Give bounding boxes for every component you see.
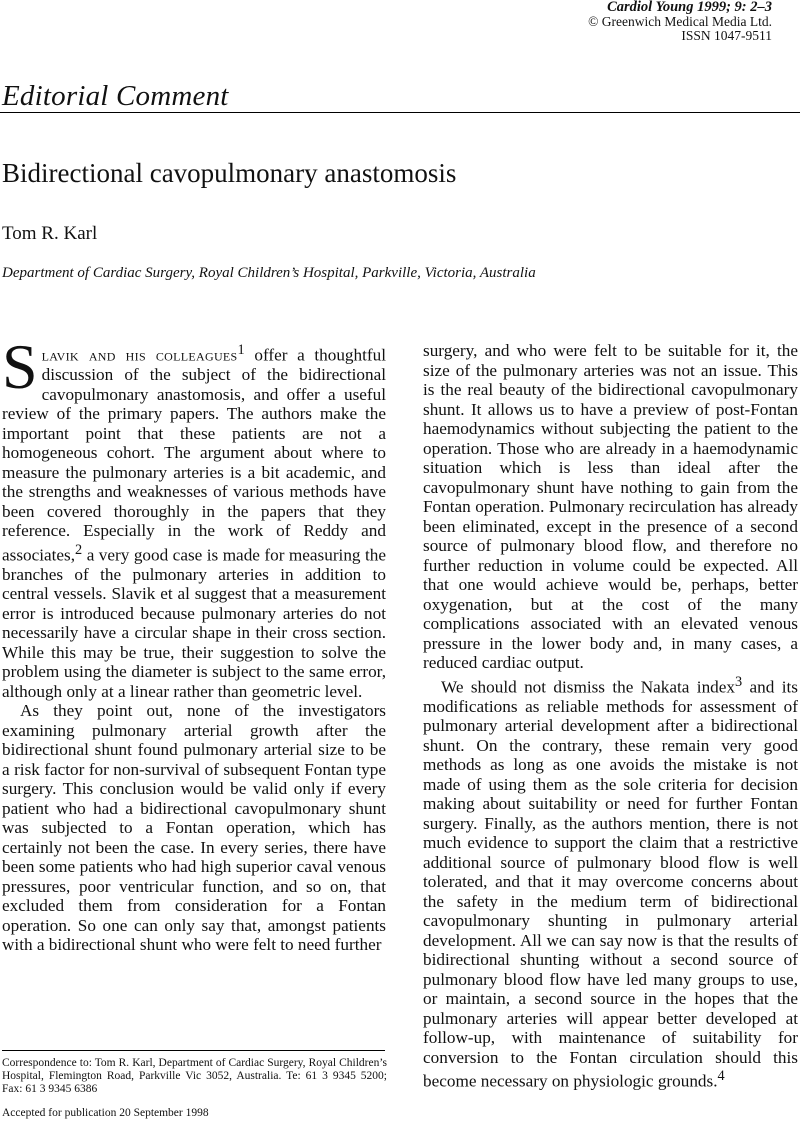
section-rule [0, 112, 800, 113]
reference-4: 4 [717, 1068, 725, 1085]
paragraph-text: We should not dismiss the Nakata index [441, 677, 735, 697]
reference-2: 2 [75, 541, 83, 558]
body-paragraph-3 [423, 673, 798, 1092]
author-name: Tom R. Karl [2, 223, 98, 244]
paragraph-text: and its modifications as reliable methods for assessment of pulmonary arterial development after a bidirectional shunt. On the contrary, these remain very good methods as long as one avoids the mistake is not made of using them as the sole criteria for decision making about suitability or need for further Fontan surgery. Finally, as the authors mention, there is not much evidence to support the claim that a restrictive additional source of pulmonary blood flow is well tolerated, and that it may overcome concerns about the safety in the medium term of bidirectional cavopulmonary shunting in pulmonary arterial development. All we can say now is that the results of bidirectional shunting without a second source of pulmonary blood flow have led many groups to use, or maintain, a second source in the hopes that the pulmonary arteries will appear better developed at follow-up, with maintenance of suitability for conversion to the Fontan circulation should this become necessary on physiologic grounds. [423, 677, 798, 1091]
correspondence-footnote: Correspondence to: Tom R. Karl, Department of Cardiac Surgery, Royal Children’s Hospital, Flemington Road, Parkville Vic 3052, Australia. Te: 61 3 9345 5200; Fax: 61 3 9345 6386 [2, 1057, 387, 1096]
lead-in-text: lavik and his colleagues [41, 345, 238, 365]
reference-1: 1 [237, 342, 245, 358]
accepted-date: Accepted for publication 20 September 1998 [2, 1107, 209, 1119]
journal-header [588, 0, 772, 44]
paragraph-text: offer a thoughtful discussion of the subject of the bidirectional cavopulmonary anastomosis, and offer a useful review of the primary papers. The authors make the important point that these patients are not a homogeneous cohort. The argument about where to measure the pulmonary arteries is a bit academic, and the strengths and weaknesses of various methods have been covered thoroughly in the papers that they reference. Especially in the work of Reddy and associates, [2, 345, 386, 565]
journal-citation: Cardiol Young 1999; 9: 2–3 [607, 0, 772, 15]
paragraph-text: surgery, and who were felt to be suitable for it, the size of the pulmonary arteries was not an issue. This is the real beauty of the bidirectional cavopulmonary shunt. It allows us to have a preview of post-Fontan haemodynamics without subjecting the patient to the operation. Those who are already in a haemodynamic situation which is less than ideal after the cavopulmonary shunt have nothing to gain from the Fontan operation. Pulmonary recirculation has already been eliminated, except in the presence of a second source of pulmonary blood flow, and therefore no further reduction in volume could be expected. All that one would achieve would be, perhaps, better oxygenation, but at the cost of the many complications associated with an elevated venous pressure in the lower body and, in many cases, a reduced cardiac output. [423, 341, 798, 672]
issn-line: ISSN 1047-9511 [681, 28, 772, 43]
reference-3: 3 [735, 673, 743, 690]
body-column-left [2, 331, 386, 955]
footnote-rule [2, 1050, 385, 1051]
article-title: Bidirectional cavopulmonary anastomosis [2, 158, 457, 188]
section-heading: Editorial Comment [2, 80, 229, 112]
body-paragraph-1 [2, 331, 386, 701]
body-paragraph-2 [2, 701, 386, 955]
drop-cap: S [2, 331, 38, 402]
body-paragraph-2-continued [423, 341, 798, 673]
publisher-line: © Greenwich Medical Media Ltd. [588, 13, 772, 29]
author-affiliation: Department of Cardiac Surgery, Royal Children’s Hospital, Parkville, Victoria, Australia [2, 265, 536, 281]
body-column-right [423, 341, 798, 1091]
paragraph-text: a very good case is made for measuring the branches of the pulmonary arteries in addition to central vessels. Slavik et al suggest that a measurement error is introduced because pulmonary arteries do not necessarily have a circular shape in their cross section. While this may be true, their suggestion to solve the problem using the diameter is subject to the same error, although only at a linear rather than geometric level. [2, 545, 386, 701]
paragraph-text: As they point out, none of the investigators examining pulmonary arterial growth after the bidirectional shunt found pulmonary arterial size to be a risk factor for non-survival of subsequent Fontan type surgery. This conclusion would be valid only if every patient who had a bidirectional cavopulmonary shunt was subjected to a Fontan operation, which has certainly not been the case. In every series, there have been some patients who had high superior caval venous pressures, poor ventricular function, and so on, that excluded them from consideration for a Fontan operation. So one can only say that, amongst patients with a bidirectional shunt who were felt to need further [2, 701, 386, 955]
